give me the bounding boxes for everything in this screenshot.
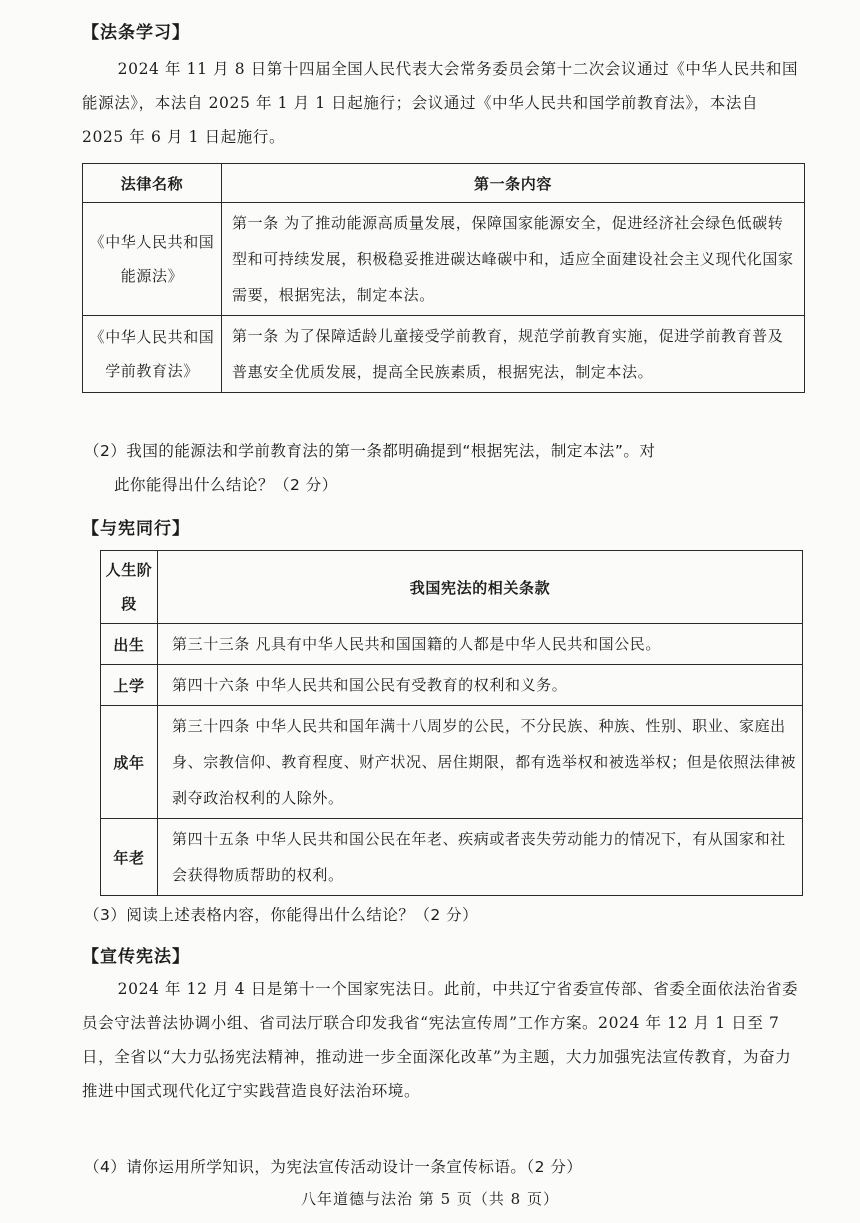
table-row xyxy=(101,706,803,819)
table-header-constitution-articles: 我国宪法的相关条款 xyxy=(158,551,803,624)
life-stage-cell: 出生 xyxy=(101,624,158,665)
law-name-cell: 《中华人民共和国能源法》 xyxy=(83,203,222,316)
table-row xyxy=(101,624,803,665)
table-header-life-stage: 人生阶段 xyxy=(101,551,158,624)
constitution-articles-table xyxy=(100,550,803,896)
table-row xyxy=(83,203,805,316)
table-header-law-name: 法律名称 xyxy=(83,164,222,203)
first-article-cell: 第一条 为了推动能源高质量发展，保障国家能源安全，促进经济社会绿色低碳转型和可持续发展，积极稳妥推进碳达峰碳中和，适应全面建设社会主义现代化国家需要，根据宪法，制定本法。 xyxy=(222,203,805,316)
article-cell: 第四十五条 中华人民共和国公民在年老、疾病或者丧失劳动能力的情况下，有从国家和社会获得物质帮助的权利。 xyxy=(158,819,803,896)
law-first-article-table xyxy=(82,163,805,393)
table-header-first-article: 第一条内容 xyxy=(222,164,805,203)
law-study-paragraph: 2024 年 11 月 8 日第十四届全国人民代表大会常务委员会第十二次会议通过《中华人民共和国能源法》，本法自 2025 年 1 月 1 日起施行；会议通过《中华人民共和国学前教育法》，本法自 2025 年 6 月 1 日起施行。 xyxy=(82,60,799,146)
question-3: （3）阅读上述表格内容，你能得出什么结论？（2 分） xyxy=(84,906,479,924)
article-cell: 第三十四条 中华人民共和国年满十八周岁的公民，不分民族、种族、性别、职业、家庭出身、宗教信仰、教育程度、财产状况、居住期限，都有选举权和被选举权；但是依照法律被剥夺政治权利的人除外。 xyxy=(158,706,803,819)
article-cell: 第三十三条 凡具有中华人民共和国国籍的人都是中华人民共和国公民。 xyxy=(158,624,803,665)
table-row xyxy=(101,819,803,896)
life-stage-cell: 年老 xyxy=(101,819,158,896)
table-header-row xyxy=(101,551,803,624)
first-article-cell: 第一条 为了保障适龄儿童接受学前教育，规范学前教育实施，促进学前教育普及普惠安全优质发展，提高全民族素质，根据宪法，制定本法。 xyxy=(222,316,805,393)
promote-paragraph: 2024 年 12 月 4 日是第十一个国家宪法日。此前，中共辽宁省委宣传部、省委全面依法治省委员会守法普法协调小组、省司法厅联合印发我省“宪法宣传周”工作方案。2024 年 12 月 1 日至 7 日，全省以“大力弘扬宪法精神，推动进一步全面深化改革”为主题，大力加强宪法宣传教育，为奋力推进中国式现代化辽宁实践营造良好法治环境。 xyxy=(82,980,799,1100)
law-name-cell: 《中华人民共和国学前教育法》 xyxy=(83,316,222,393)
life-stage-cell: 成年 xyxy=(101,706,158,819)
table-row xyxy=(83,316,805,393)
table-row xyxy=(101,665,803,706)
question-2-line-1: （2）我国的能源法和学前教育法的第一条都明确提到“根据宪法，制定本法”。对 xyxy=(84,442,656,460)
question-4: （4）请你运用所学知识，为宪法宣传活动设计一条宣传标语。（2 分） xyxy=(84,1158,583,1176)
section-heading-promote: 【宣传宪法】 xyxy=(82,947,190,967)
section-heading-with-constitution: 【与宪同行】 xyxy=(82,519,190,539)
question-2-line-2: 此你能得出什么结论？（2 分） xyxy=(114,476,338,494)
question-2 xyxy=(84,434,800,502)
table-header-row xyxy=(83,164,805,203)
section-heading-law-study: 【法条学习】 xyxy=(82,23,190,43)
article-cell: 第四十六条 中华人民共和国公民有受教育的权利和义务。 xyxy=(158,665,803,706)
life-stage-cell: 上学 xyxy=(101,665,158,706)
page-footer: 八年道德与法治 第 5 页（共 8 页） xyxy=(301,1190,559,1208)
